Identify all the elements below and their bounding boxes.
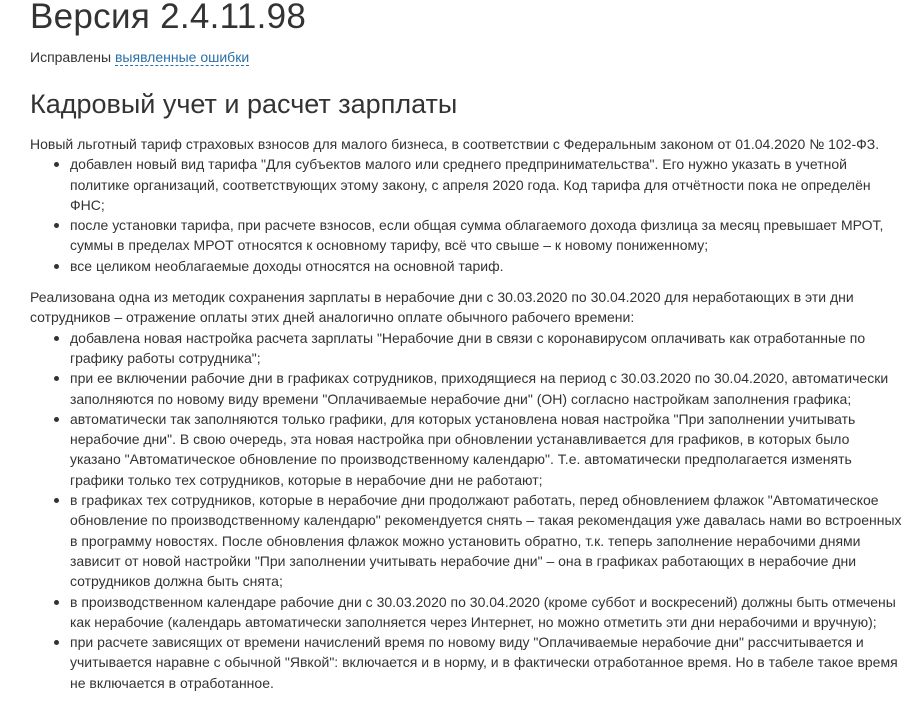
list-item: в графиках тех сотрудников, которые в нерабочие дни продолжают работать, перед обновлением флажок "Автоматическое обновление по производственному календарю" рекомендуется снять – такая рекомендация уже давалась нами во встроенных в программу новостях. После обновления флажок можно установить обратно, т.к. теперь заполнение нерабочими днями зависит от новой настройки "При заполнении учитывать нерабочие дни" – она в графиках работающих в нерабочие дни сотрудников должна быть снята;: [70, 490, 902, 591]
list-item: после установки тарифа, при расчете взносов, если общая сумма облагаемого дохода физлица за месяц превышает МРОТ, суммы в пределах МРОТ относятся к основному тарифу, всё что свыше – к новому пониженному;: [70, 215, 902, 256]
section-content: [30, 134, 902, 693]
list-item: добавлена новая настройка расчета зарплаты "Нерабочие дни в связи с коронавирусом оплачивать как отработанные по графику работы сотрудника";: [70, 328, 902, 369]
tariff-intro: Новый льготный тариф страховых взносов для малого бизнеса, в соответствии с Федеральным законом от 01.04.2020 № 102-ФЗ.: [30, 136, 880, 152]
list-item: все целиком необлагаемые доходы относятся на основной тариф.: [70, 256, 902, 276]
version-title: Версия 2.4.11.98: [30, 0, 307, 36]
section-title: Кадровый учет и расчет зарплаты: [30, 89, 458, 119]
list-item: в производственном календаре рабочие дни с 30.03.2020 по 30.04.2020 (кроме суббот и воскресений) должны быть отмечены как нерабочие (календарь автоматически заполняется через Интернет, но можно отметить эти дни нерабочими и вручную);: [70, 592, 902, 633]
tariff-list: [30, 154, 902, 276]
salary-list: [30, 328, 902, 693]
salary-intro: Реализована одна из методик сохранения зарплаты в нерабочие дни с 30.03.2020 по 30.04.2020 для неработающих в эти дни сотрудников – отражение оплаты этих дней аналогично оплате обычного рабочего времени:: [30, 289, 854, 326]
list-item: автоматически так заполняются только графики, для которых установлена новая настройка "При заполнении учитывать нерабочие дни". В свою очередь, эта новая настройка при обновлении устанавливается для графиков, в которых было указано "Автоматическое обновление по производственному календарю". Т.е. автоматически предполагается изменять графики только тех сотрудников, которые в нерабочие дни не работают;: [70, 409, 902, 490]
list-item: при расчете зависящих от времени начислений время по новому виду "Оплачиваемые нерабочие дни" рассчитывается и учитывается наравне с обычной "Явкой": включается и в норму, и в фактически отработанное время. Но в табеле такое время не включается в отработанное.: [70, 632, 902, 693]
fixed-errors-line: [30, 47, 249, 67]
fixed-errors-label: Исправлены: [30, 49, 115, 65]
list-item: при ее включении рабочие дни в графиках сотрудников, приходящиеся на период с 30.03.2020 по 30.04.2020, автоматически заполняются по новому виду времени "Оплачиваемые нерабочие дни" (ОН) согласно настройкам заполнения графика;: [70, 368, 902, 409]
fixed-errors-link[interactable]: выявленные ошибки: [114, 49, 250, 65]
spacer: [30, 276, 902, 287]
list-item: добавлен новый вид тарифа "Для субъектов малого или среднего предпринимательства". Его нужно указать в учетной политике организаций, соответствующих этому закону, с апреля 2020 года. Код тарифа для отчётности пока не определён ФНС;: [70, 154, 902, 215]
